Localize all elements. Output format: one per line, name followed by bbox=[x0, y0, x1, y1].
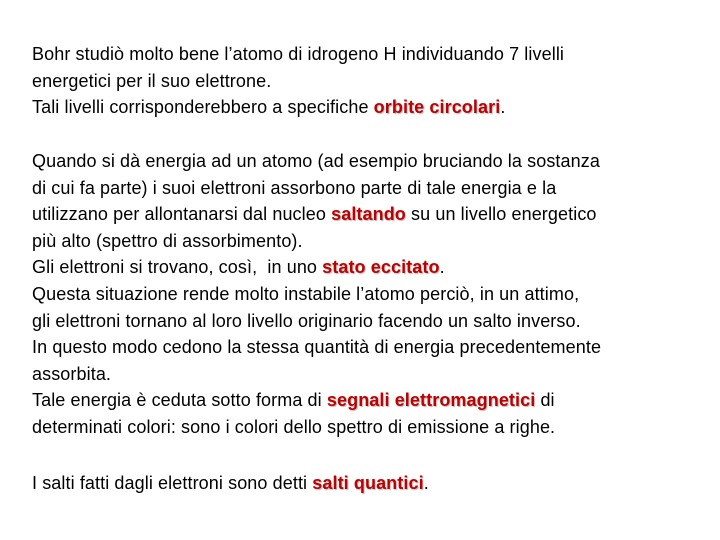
text-segment: . bbox=[423, 473, 429, 493]
text-line: di cui fa parte) i suoi elettroni assorbono parte di tale energia e la bbox=[32, 177, 557, 198]
text-segment: di bbox=[535, 390, 555, 411]
text-segment: I salti fatti dagli elettroni sono detti bbox=[32, 473, 313, 493]
text-segment: Tale energia è ceduta sotto forma di bbox=[32, 390, 327, 411]
highlight-stato-eccitato: stato eccitato bbox=[322, 257, 440, 278]
text-line bbox=[32, 470, 704, 497]
text-line: energetici per il suo elettrone. bbox=[32, 70, 272, 91]
highlight-saltando: saltando bbox=[331, 204, 406, 225]
text-line bbox=[32, 387, 704, 414]
paragraph-bohr-levels bbox=[32, 41, 704, 121]
highlight-segnali-elettromagnetici: segnali elettromagnetici bbox=[326, 390, 536, 411]
text-segment: Tali livelli corrisponderebbero a specifiche bbox=[32, 97, 374, 118]
text-line bbox=[32, 201, 704, 228]
text-line: Bohr studiò molto bene l’atomo di idrogeno H individuando 7 livelli bbox=[32, 44, 565, 64]
text-segment: utilizzano per allontanarsi dal nucleo bbox=[32, 204, 332, 225]
text-line: più alto (spettro di assorbimento). bbox=[32, 230, 303, 251]
text-segment: Gli elettroni si trovano, così, in uno bbox=[32, 257, 323, 278]
text-line: determinati colori: sono i colori dello spettro di emissione a righe. bbox=[32, 416, 556, 437]
text-line bbox=[32, 94, 704, 121]
text-line bbox=[32, 254, 704, 281]
text-line: assorbita. bbox=[32, 363, 112, 384]
highlight-orbite-circolari: orbite circolari bbox=[373, 97, 501, 118]
text-segment: su un livello energetico bbox=[405, 204, 597, 225]
text-line: Questa situazione rende molto instabile l’atomo perciò, in un attimo, bbox=[32, 283, 580, 304]
paragraph-excitation bbox=[32, 148, 704, 441]
text-segment: . bbox=[500, 97, 506, 118]
text-line: In questo modo cedono la stessa quantità di energia precedentemente bbox=[32, 337, 602, 358]
text-line: Quando si dà energia ad un atomo (ad esempio bruciando la sostanza bbox=[32, 151, 600, 171]
paragraph-quantum-jumps bbox=[32, 470, 704, 497]
highlight-salti-quantici: salti quantici bbox=[312, 473, 424, 493]
text-line: gli elettroni tornano al loro livello originario facendo un salto inverso. bbox=[32, 310, 581, 331]
text-segment: . bbox=[439, 257, 445, 278]
